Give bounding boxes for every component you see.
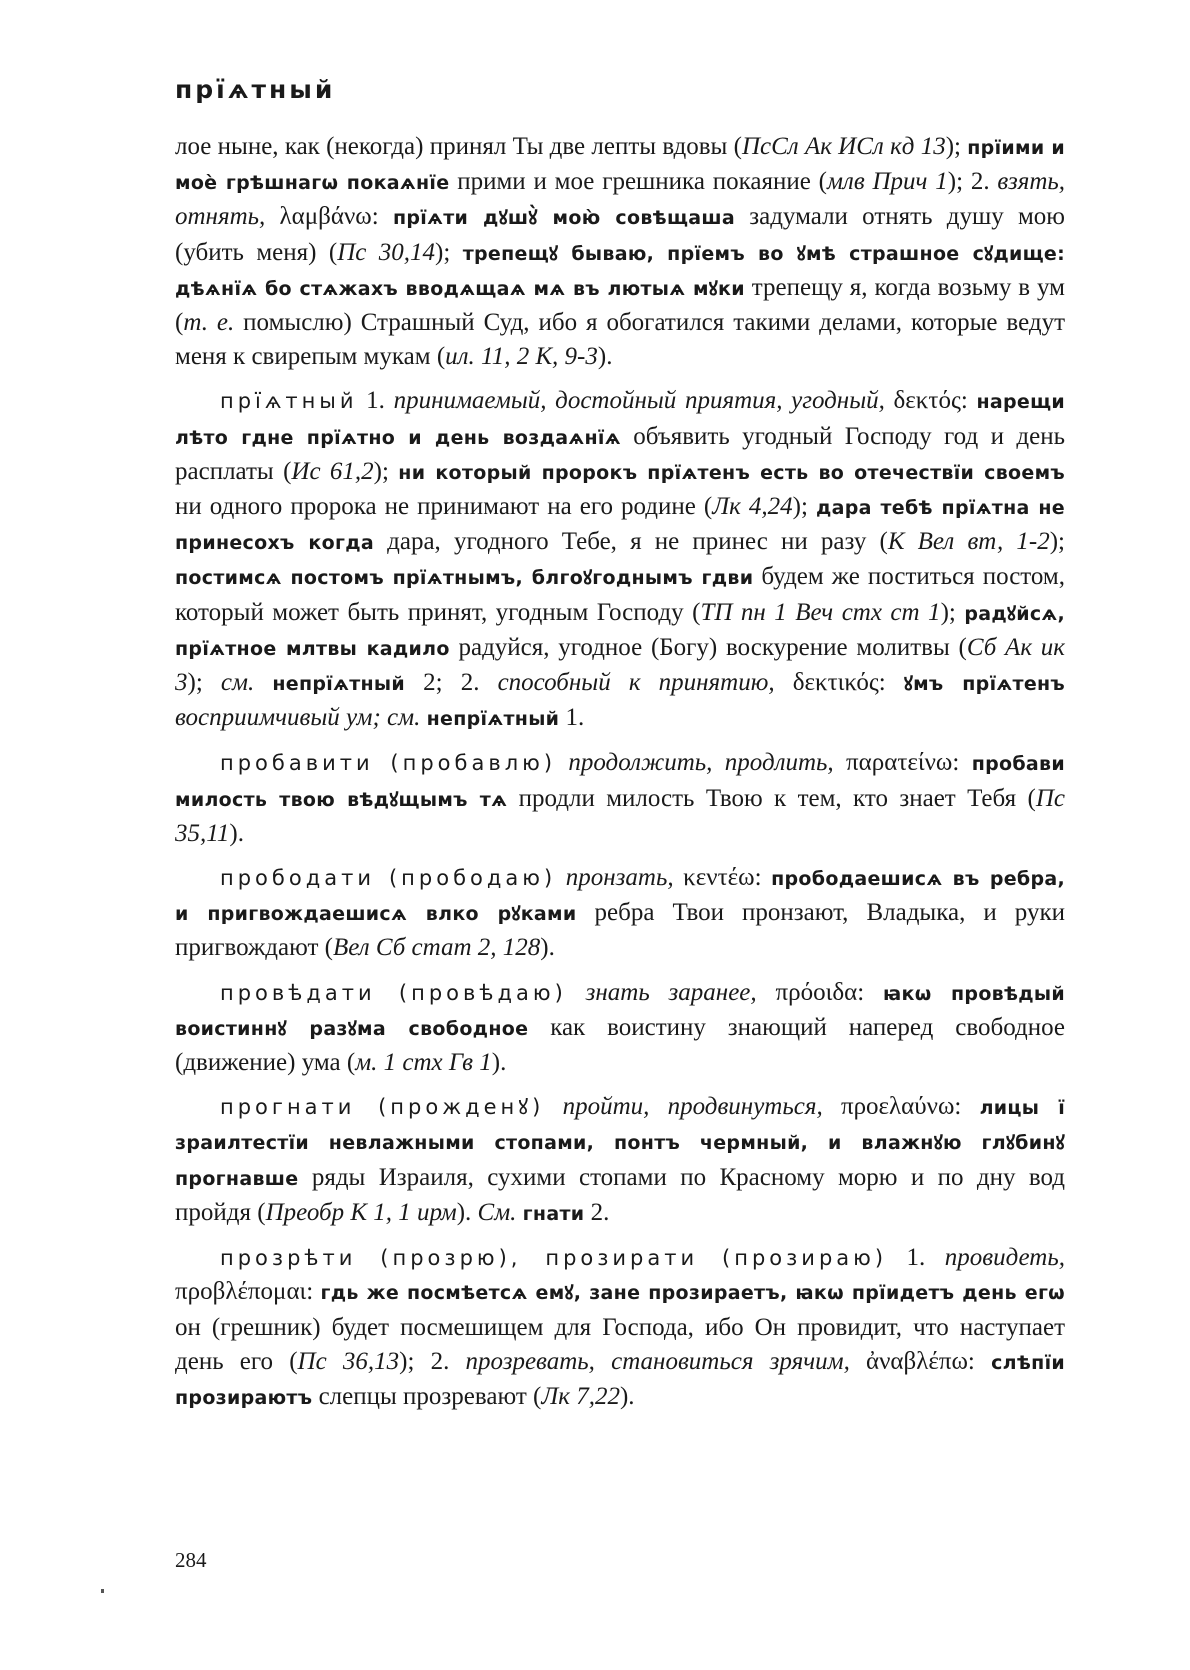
church-slavonic-quote: гдь же посмѣетсѧ емꙋ, зане прозираетъ, ꙗкѡ прїидетъ день егѡ	[320, 1282, 1065, 1305]
gloss-text: будем же поститься постом, который может быть принят, угодным Господу (	[175, 563, 1065, 626]
headword: прободати (прободаю)	[220, 866, 557, 891]
gloss-text: 1.	[357, 387, 394, 415]
headword: прїѧтный	[220, 389, 358, 414]
gloss-text: ); 2.	[399, 1347, 466, 1375]
dictionary-entry	[175, 976, 1065, 1081]
italic-text: прозревать, становиться зрячим,	[465, 1347, 850, 1375]
church-slavonic-quote: дара тебѣ прїѧтна не принесохъ когда	[175, 497, 1065, 555]
italic-text: пронзать,	[565, 864, 674, 892]
gloss-text: он (грешник) будет посмешищем для Господа, ибо Он провидит, что наступает день его (	[175, 1313, 1065, 1375]
scan-speck	[101, 1589, 104, 1593]
gloss-text: παρατείνω:	[833, 749, 972, 777]
gloss-text	[567, 979, 586, 1006]
gloss-text: лое ныне, как (некогда) принял Ты две лепты вдовы (	[175, 133, 742, 160]
italic-text: К Вел вт, 1-2	[887, 528, 1050, 556]
church-slavonic-quote: нарещи лѣто гдне прїѧтно и день воздаѧнїѧ	[175, 391, 1065, 449]
dictionary-page	[175, 70, 1065, 1425]
italic-text: восприимчивый ум; см.	[175, 704, 421, 732]
italic-text: взять, отнять,	[175, 168, 1065, 231]
gloss-text: δεκτός:	[884, 387, 977, 415]
gloss-text: ); 2.	[947, 168, 998, 196]
gloss-text: προβλέπομαι:	[175, 1278, 321, 1306]
italic-text: Преобр К 1, 1 ирм	[265, 1198, 457, 1226]
gloss-text: слепцы прозревают (	[312, 1382, 542, 1410]
italic-text: ил. 11, 2 К, 9-3	[445, 343, 598, 371]
dictionary-entry	[175, 1090, 1065, 1231]
italic-text: провидеть,	[944, 1244, 1065, 1272]
gloss-text: );	[1049, 528, 1065, 556]
headword: прозрѣти (прозрю), прозирати (прозираю)	[220, 1246, 888, 1271]
gloss-text: ряды Израиля, сухими стопами по Красному морю и по дну вод пройдя (	[175, 1163, 1065, 1226]
italic-text: Пс 30,14	[337, 238, 436, 266]
gloss-text: 1.	[559, 704, 585, 732]
gloss-text: );	[435, 238, 463, 266]
italic-text: знать заранее,	[585, 978, 757, 1006]
gloss-text	[556, 864, 566, 891]
italic-text: т. е.	[183, 309, 235, 337]
gloss-text: ребра Твои пронзают, Владыка, и руки пригвождают (	[175, 899, 1065, 962]
dictionary-entry	[175, 130, 1065, 374]
church-slavonic-quote: лицы ї зраилтестїи невлажными стопами, понтъ чермный, и влажнꙋю глꙋбинꙋ прогнавше	[175, 1097, 1066, 1190]
italic-text: См.	[477, 1198, 517, 1226]
gloss-text: как воистину знающий наперед свободное (движение) ума (	[175, 1013, 1065, 1077]
italic-text: Сб Ак ик 3	[175, 633, 1065, 697]
gloss-text: продли милость Твою к тем, кто знает Тебя (	[507, 784, 1036, 812]
running-head: прїѧтный	[175, 75, 336, 104]
headword: прогнати (прожденꙋ)	[220, 1095, 545, 1120]
italic-text: м. 1 стх Гв 1	[355, 1049, 492, 1077]
italic-text: Вел Сб стат 2, 128	[332, 934, 541, 962]
italic-text: млв Прич 1	[826, 168, 948, 196]
church-slavonic-quote: ни который пророкъ прїѧтенъ есть во отечествїи своемъ	[398, 461, 1066, 484]
gloss-text: помыслю) Страшный Суд, ибо я обогатился такими делами, которые ведут меня к свирепым мукам (	[175, 309, 1066, 371]
italic-text: Ис 61,2	[291, 457, 374, 485]
church-slavonic-quote: пробави милость твою вѣдꙋщымъ тѧ	[175, 753, 1065, 811]
church-slavonic-quote: ꙋмъ прїѧтенъ	[903, 673, 1066, 696]
church-slavonic-quote: ꙗкѡ провѣдый воистиннꙋ разꙋма свободное	[175, 982, 1066, 1040]
gloss-text: трепещу я, когда возьму в ум (	[175, 273, 1065, 337]
church-slavonic-quote: радꙋйсѧ, прїѧтное млтвы кадило	[175, 602, 1066, 660]
church-slavonic-quote: прободаешисѧ въ ребра, и пригвождаешисѧ влко рꙋками	[175, 868, 1066, 926]
dictionary-entry	[175, 384, 1065, 736]
church-slavonic-quote: гнати	[522, 1202, 585, 1225]
gloss-text: прими и мое грешника покаяние (	[449, 168, 827, 196]
dictionary-entry	[175, 746, 1065, 851]
gloss-text: ).	[597, 343, 613, 371]
italic-text: Лк 7,22	[541, 1382, 620, 1410]
headword: провѣдати (провѣдаю)	[220, 980, 567, 1005]
gloss-text	[556, 749, 568, 776]
gloss-text: );	[945, 133, 968, 160]
italic-text: Пс 36,13	[297, 1347, 400, 1375]
gloss-text: 2.	[584, 1198, 610, 1226]
headword: пробавити (пробавлю)	[220, 751, 557, 776]
church-slavonic-quote: непрїѧтный	[272, 673, 406, 696]
italic-text: способный к принятию,	[497, 669, 775, 697]
church-slavonic-quote: трепещꙋ бываю, прїемъ во ꙋмѣ страшное сꙋдище: дѣѧнїѧ бо стѧжахъ вводѧщаѧ мѧ въ лютыѧ мꙋки	[175, 242, 1065, 300]
gloss-text: дара, угодного Тебе, я не принес ни разу (	[373, 528, 888, 556]
italic-text: Пс 35,11	[175, 784, 1065, 847]
italic-text: Лк 4,24	[712, 493, 793, 521]
gloss-text: );	[940, 598, 965, 626]
gloss-text: κεντέω:	[673, 864, 772, 892]
gloss-text: 2; 2.	[405, 669, 498, 697]
church-slavonic-quote: постимсѧ постомъ прїѧтнымъ, блгоꙋгоднымъ гдви	[175, 567, 754, 590]
italic-text: ТП пн 1 Веч стх ст 1	[700, 598, 941, 626]
gloss-text: ни одного пророка не принимают на его родине (	[175, 493, 713, 521]
gloss-text: δεκτικός:	[774, 669, 904, 697]
dictionary-entry	[175, 861, 1065, 966]
gloss-text: ).	[540, 934, 555, 962]
italic-text: продолжить, продлить,	[568, 749, 834, 777]
gloss-text: );	[187, 669, 221, 697]
entries	[175, 130, 1065, 1415]
gloss-text: ).	[491, 1049, 507, 1077]
italic-text: принимаемый, достойный приятия, угодный,	[393, 387, 885, 415]
gloss-text	[254, 669, 272, 696]
gloss-text: λαμβάνω:	[265, 203, 393, 231]
church-slavonic-quote: прїими и моѐ грѣшнагѡ покаѧнїе	[175, 137, 1065, 195]
gloss-text: );	[373, 457, 399, 485]
gloss-text: προελαύνω:	[822, 1093, 980, 1121]
church-slavonic-quote: непрїѧтный	[426, 708, 560, 731]
gloss-text: 1.	[887, 1244, 945, 1272]
church-slavonic-quote: прїѧти дꙋшꙋ̀ мою̀ совѣщаша	[392, 207, 735, 230]
gloss-text: );	[792, 493, 816, 521]
gloss-text: задумали отнять душу мою (убить меня) (	[175, 203, 1065, 266]
gloss-text: ).	[456, 1198, 478, 1226]
gloss-text: ).	[619, 1382, 635, 1410]
gloss-text	[544, 1093, 562, 1120]
gloss-text: радуйся, угодное (Богу) воскурение молитвы (	[449, 633, 967, 661]
italic-text: пройти, продвинуться,	[562, 1093, 823, 1121]
gloss-text: ).	[229, 819, 244, 847]
page-number: 284	[175, 1548, 207, 1572]
dictionary-entry	[175, 1241, 1065, 1415]
gloss-text: πρόοιδα:	[756, 978, 883, 1006]
italic-text: ПсСл Ак ИСл кд 13	[741, 133, 946, 160]
church-slavonic-quote: слѣпїи прозираютъ	[175, 1351, 1065, 1409]
gloss-text: объявить угодный Господу год и день расплаты (	[175, 422, 1065, 485]
italic-text: см.	[220, 669, 255, 697]
gloss-text: ἀναβλέπω:	[849, 1347, 992, 1375]
